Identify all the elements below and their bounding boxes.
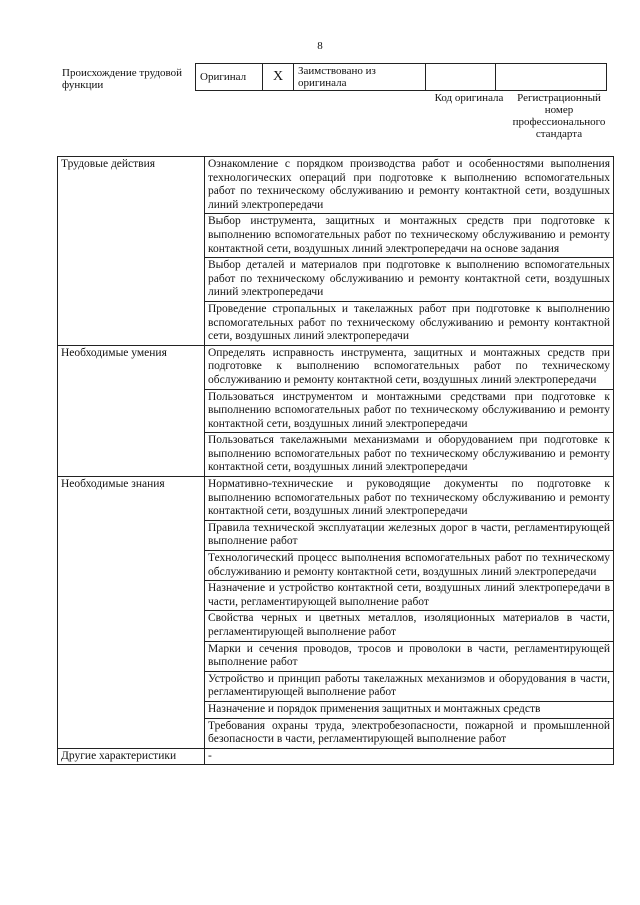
borrowed-label: Заимствовано из оригинала [294, 64, 426, 91]
code-original-label: Код оригинала [434, 92, 504, 104]
section-name: Необходимые знания [58, 477, 205, 749]
section-item: Марки и сечения проводов, тросов и проволоки в части, регламентирующей выполнение работ [205, 641, 614, 671]
section-item: Проведение стропальных и такелажных работ при подготовке к выполнению вспомогательных работ по техническому обслуживанию и ремонту контактной сети, воздушных линий электропередачи [205, 301, 614, 345]
original-label: Оригинал [196, 64, 263, 91]
section-item: Ознакомление с порядком производства работ и особенностями выполнения технологических операций при подготовке к выполнению вспомогательных работ по техническому обслуживанию и ремонту контактной сети, воздушных линий электропередачи [205, 157, 614, 214]
code-cell [426, 64, 496, 91]
section-item: Пользоваться такелажными механизмами и оборудованием при подготовке к выполнению вспомогательных работ по техническому обслуживанию и ремонту контактной сети, воздушных линий электропередачи [205, 433, 614, 477]
section-item: Устройство и принцип работы такелажных механизмов и оборудования в части, регламентирующей выполнение работ [205, 671, 614, 701]
origin-table [195, 63, 607, 91]
section-item: Пользоваться инструментом и монтажными средствами при подготовке к выполнению вспомогательных работ по техническому обслуживанию и ремонту контактной сети, воздушных линий электропередачи [205, 389, 614, 433]
section-item: Нормативно-технические и руководящие документы по подготовке к выполнению вспомогательных работ по техническому обслуживанию и ремонту контактной сети, воздушных линий электропередачи [205, 477, 614, 521]
section-item: Определять исправность инструмента, защитных и монтажных средств при подготовке к выполнению вспомогательных работ по техническому обслуживанию и ремонту контактной сети, воздушных линий электропередачи [205, 345, 614, 389]
section-name: Другие характеристики [58, 748, 205, 765]
reg-number-label: Регистрационный номер профессионального стандарта [512, 92, 606, 140]
original-mark: X [263, 64, 294, 91]
page-number: 8 [317, 40, 323, 52]
section-item: Требования охраны труда, электробезопасности, пожарной и промышленной безопасности в части, регламентирующей выполнение работ [205, 718, 614, 748]
table-row [58, 748, 614, 765]
table-row [58, 345, 614, 389]
section-item: Свойства черных и цветных металлов, изоляционных материалов в части, регламентирующей выполнение работ [205, 611, 614, 641]
section-item: Правила технической эксплуатации железных дорог в части, регламентирующей выполнение работ [205, 520, 614, 550]
section-name: Необходимые умения [58, 345, 205, 476]
origin-label: Происхождение трудовой функции [62, 67, 183, 91]
table-row [58, 157, 614, 214]
function-table [57, 156, 614, 765]
section-item: - [205, 748, 614, 765]
section-item: Выбор деталей и материалов при подготовке к выполнению вспомогательных работ по техническому обслуживанию и ремонту контактной сети, воздушных линий электропередачи [205, 258, 614, 302]
section-item: Назначение и порядок применения защитных и монтажных средств [205, 701, 614, 718]
table-row [58, 477, 614, 521]
section-item: Технологический процесс выполнения вспомогательных работ по техническому обслуживанию и ремонту контактной сети, воздушных линий электропередачи [205, 551, 614, 581]
reg-number-cell [496, 64, 607, 91]
section-name: Трудовые действия [58, 157, 205, 346]
section-item: Назначение и устройство контактной сети, воздушных линий электропередачи в части, регламентирующей выполнение работ [205, 581, 614, 611]
section-item: Выбор инструмента, защитных и монтажных средств при подготовке к выполнению вспомогательных работ по техническому обслуживанию и ремонту контактной сети, воздушных линий электропередачи на основе задания [205, 214, 614, 258]
